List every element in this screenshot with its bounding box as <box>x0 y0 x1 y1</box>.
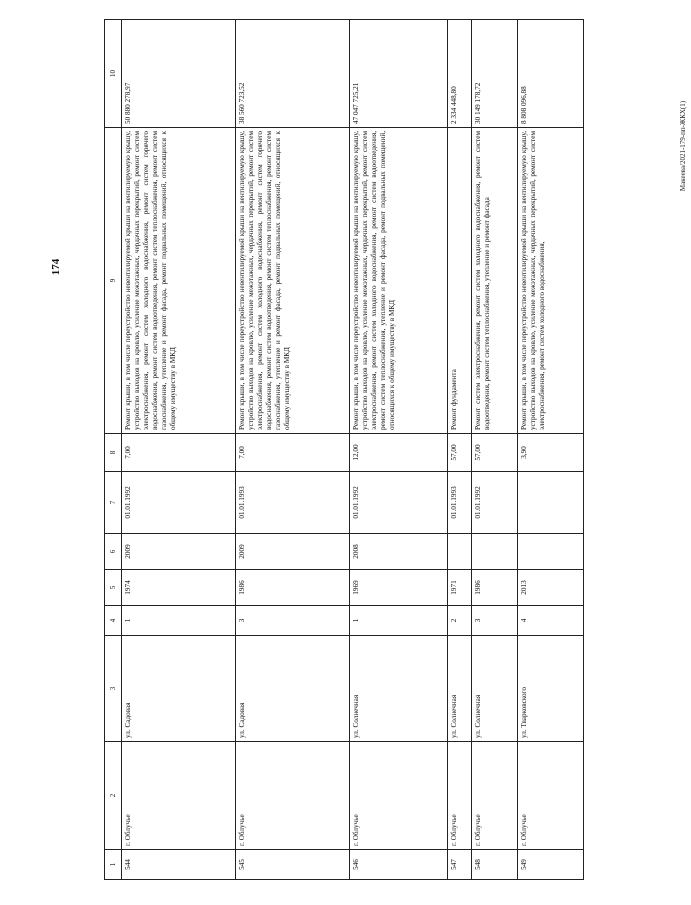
document-code: Макеева/2021-179-пп-ЖКХ(1) <box>679 100 687 192</box>
city-cell: г. Облучье <box>518 742 584 850</box>
sum-cell: 2 334 448,80 <box>448 20 472 128</box>
wear-cell: 7,00 <box>236 434 350 472</box>
year-repair-cell: 2009 <box>236 534 350 570</box>
year-built-cell: 1986 <box>472 570 518 606</box>
year-built-cell: 1969 <box>350 570 448 606</box>
repair-program-table <box>104 19 584 880</box>
date-cell <box>518 472 584 534</box>
row-number: 546 <box>350 850 448 880</box>
works-cell: Ремонт фундамента <box>448 128 472 434</box>
row-number: 549 <box>518 850 584 880</box>
page-number: 174 <box>50 258 62 276</box>
city-cell: г. Облучье <box>122 742 236 850</box>
column-header: 3 <box>105 636 122 742</box>
sum-cell: 30 149 178,72 <box>472 20 518 128</box>
date-cell: 01.01.1992 <box>350 472 448 534</box>
street-cell: ул. Садовая <box>236 636 350 742</box>
street-cell: ул. Солнечная <box>350 636 448 742</box>
row-number: 544 <box>122 850 236 880</box>
rotated-table-wrapper <box>104 20 604 880</box>
wear-cell: 7,00 <box>122 434 236 472</box>
street-cell: ул. Садовая <box>122 636 236 742</box>
house-cell: 2 <box>448 606 472 636</box>
city-cell: г. Облучье <box>350 742 448 850</box>
house-cell: 3 <box>236 606 350 636</box>
wear-cell: 12,00 <box>350 434 448 472</box>
column-header: 1 <box>105 850 122 880</box>
column-header: 8 <box>105 434 122 472</box>
table-row <box>518 20 584 880</box>
row-number: 545 <box>236 850 350 880</box>
column-header: 6 <box>105 534 122 570</box>
column-header: 4 <box>105 606 122 636</box>
year-repair-cell <box>448 534 472 570</box>
year-repair-cell: 2009 <box>122 534 236 570</box>
year-built-cell: 2013 <box>518 570 584 606</box>
date-cell: 01.01.1993 <box>236 472 350 534</box>
year-repair-cell: 2008 <box>350 534 448 570</box>
wear-cell: 57,00 <box>448 434 472 472</box>
column-header: 7 <box>105 472 122 534</box>
date-cell: 01.01.1992 <box>472 472 518 534</box>
works-cell: Ремонт крыши, в том числе переустройство невентилируемой крыши на вентилируемую крышу, устройство выходов на кровлю, усиление межэтажных, чердачных перекрытий, ремонт систем электроснабжения, ремонт систем холодного водоснабжения, ремонт систем горячего водоснабжения, ремонт систем водоотведения, ремонт систем теплоснабжения, ремонт систем газоснабжения, утепление и ремонт фасада, ремонт подвальных помещений, относящихся к общему имуществу в МКД <box>122 128 236 434</box>
year-repair-cell <box>472 534 518 570</box>
column-header: 2 <box>105 742 122 850</box>
column-header: 5 <box>105 570 122 606</box>
table-row <box>350 20 448 880</box>
sum-cell: 8 808 096,88 <box>518 20 584 128</box>
street-cell: ул. Солнечная <box>472 636 518 742</box>
year-repair-cell <box>518 534 584 570</box>
works-cell: Ремонт крыши, в том числе переустройство невентилируемой крыши на вентилируемую крышу, устройство выходов на кровлю, усиление межэтажных, чердачных перекрытий, ремонт систем электроснабжения, ремонт систем холодного водоснабжения, ремонт систем водоотведения, ремонт систем теплоснабжения, утепление и ремонт фасада, ремонт подвальных помещений, относящихся к общему имуществу в МКД <box>350 128 448 434</box>
table-header-row <box>105 20 122 880</box>
year-built-cell: 1971 <box>448 570 472 606</box>
city-cell: г. Облучье <box>472 742 518 850</box>
wear-cell: 3,90 <box>518 434 584 472</box>
year-built-cell: 1986 <box>236 570 350 606</box>
city-cell: г. Облучье <box>236 742 350 850</box>
house-cell: 1 <box>350 606 448 636</box>
table-row <box>122 20 236 880</box>
table-row <box>448 20 472 880</box>
city-cell: г. Облучье <box>448 742 472 850</box>
house-cell: 4 <box>518 606 584 636</box>
works-cell: Ремонт систем электроснабжения, ремонт систем холодного водоснабжения, ремонт систем водоотведения, ремонт систем теплоснабжения, утепление и ремонт фасада <box>472 128 518 434</box>
table-row <box>472 20 518 880</box>
row-number: 548 <box>472 850 518 880</box>
house-cell: 1 <box>122 606 236 636</box>
works-cell: Ремонт крыши, в том числе переустройство невентилируемой крыши на вентилируемую крышу, устройство выходов на кровлю, усиление межэтажных, чердачных перекрытий, ремонт систем электроснабжения, ремонт систем холодного водоснабжения, <box>518 128 584 434</box>
column-header: 10 <box>105 20 122 128</box>
table-row <box>236 20 350 880</box>
works-cell: Ремонт крыши, в том числе переустройство невентилируемой крыши на вентилируемую крышу, устройство выходов на кровлю, усиление межэтажных, чердачных перекрытий, ремонт систем электроснабжения, ремонт систем холодного водоснабжения, ремонт систем горячего водоснабжения, ремонт систем водоотведения, ремонт систем теплоснабжения, ремонт систем газоснабжения, утепление и ремонт фасада, ремонт подвальных помещений, относящихся к общему имуществу в МКД <box>236 128 350 434</box>
wear-cell: 57,00 <box>472 434 518 472</box>
date-cell: 01.01.1993 <box>448 472 472 534</box>
column-header: 9 <box>105 128 122 434</box>
street-cell: ул. Тварковского <box>518 636 584 742</box>
row-number: 547 <box>448 850 472 880</box>
date-cell: 01.01.1992 <box>122 472 236 534</box>
street-cell: ул. Солнечная <box>448 636 472 742</box>
sum-cell: 47 047 725,21 <box>350 20 448 128</box>
year-built-cell: 1974 <box>122 570 236 606</box>
sum-cell: 38 560 723,52 <box>236 20 350 128</box>
sum-cell: 50 880 278,97 <box>122 20 236 128</box>
house-cell: 3 <box>472 606 518 636</box>
